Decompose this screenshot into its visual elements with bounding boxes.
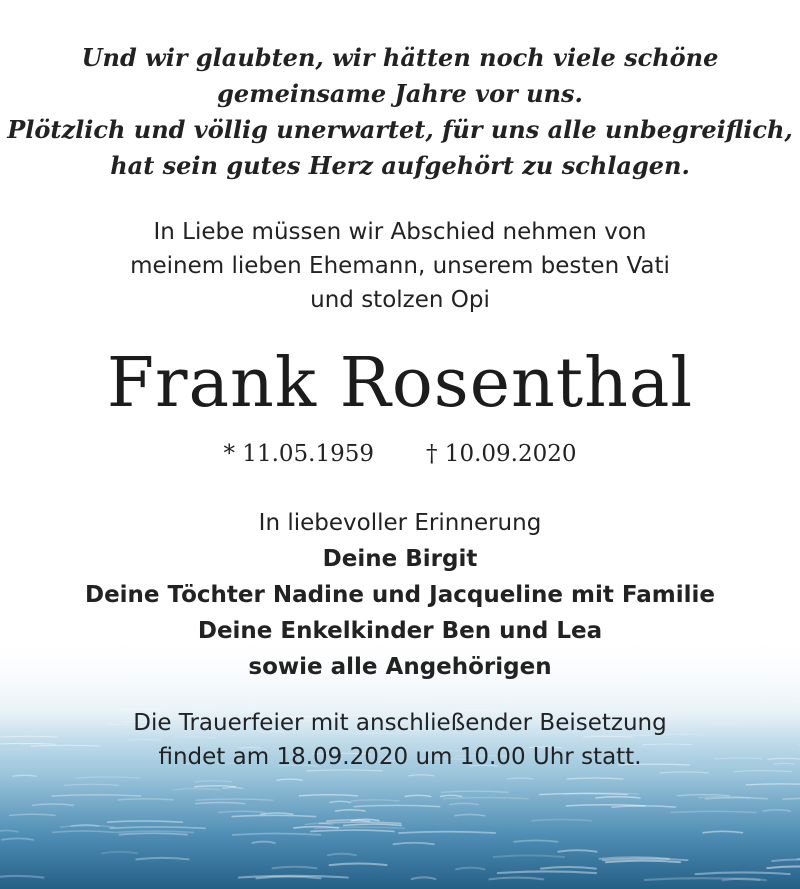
deceased-name: Frank Rosenthal [106, 344, 694, 423]
service-line: Die Trauerfeier mit anschließender Beisetzung [133, 710, 667, 736]
farewell-line: In Liebe müssen wir Abschied nehmen von [153, 219, 647, 245]
mourner-name: Deine Birgit [322, 546, 478, 572]
poem-line: gemeinsame Jahre vor uns. [217, 79, 583, 108]
farewell-text [0, 215, 800, 317]
birth-date: * 11.05.1959 [223, 441, 374, 467]
mourner-name: Deine Töchter Nadine und Jacqueline mit Familie [84, 582, 715, 608]
service-line: findet am 18.09.2020 um 10.00 Uhr statt. [158, 744, 642, 770]
death-date: † 10.09.2020 [426, 441, 577, 467]
mourner-name: sowie alle Angehörigen [248, 654, 552, 680]
life-dates [0, 437, 800, 471]
farewell-line: und stolzen Opi [310, 287, 490, 313]
poem-line: hat sein gutes Herz aufgehört zu schlagen. [110, 151, 690, 180]
funeral-service-info [0, 706, 800, 774]
opening-poem [0, 40, 800, 184]
mourners-list [0, 505, 800, 685]
poem-line: Und wir glaubten, wir hätten noch viele schöne [81, 43, 719, 72]
poem-line: Plötzlich und völlig unerwartet, für uns alle unbegreiflich, [7, 115, 793, 144]
remembrance-intro: In liebevoller Erinnerung [258, 510, 542, 536]
farewell-line: meinem lieben Ehemann, unserem besten Vati [130, 253, 670, 279]
mourner-name: Deine Enkelkinder Ben und Lea [197, 618, 603, 644]
